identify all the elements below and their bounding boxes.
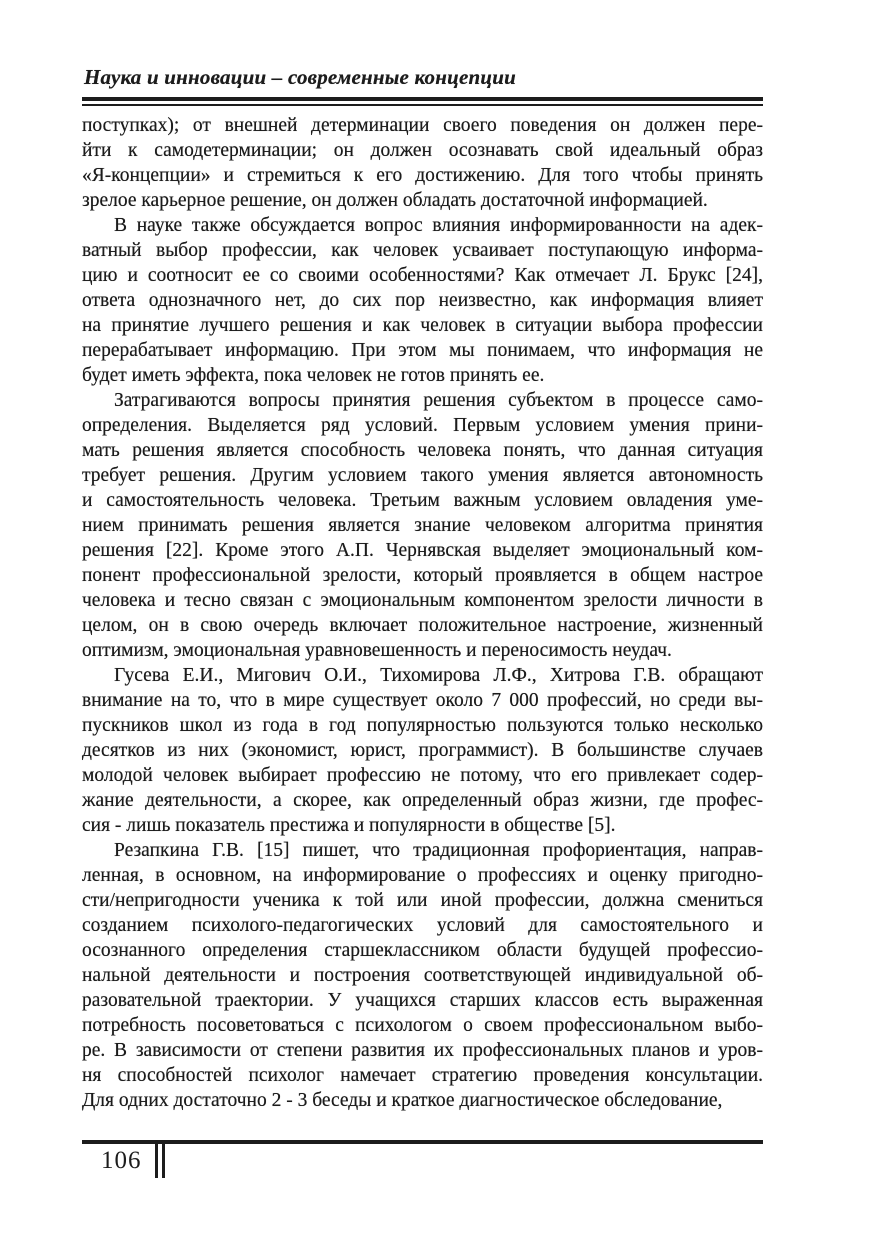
text-line-p4-l5: молодой человек выбирает профессию не потому, что его привлекает содер-	[82, 765, 763, 786]
text-line-p4-l3: пускников школ из года в год популярностью пользуются только несколько	[82, 715, 763, 736]
text-line-p4-l1: Гусева Е.И., Мигович О.И., Тихомирова Л.Ф., Хитрова Г.В. обращают	[114, 665, 763, 686]
text-line-p2-l1: В науке также обсуждается вопрос влияния информированности на адек-	[114, 215, 763, 236]
text-line-p3-l9: человека и тесно связан с эмоциональным компонентом зрелости личности в	[82, 590, 763, 611]
text-line-p5-l5: осознанного определения старшеклассником области будущей профессио-	[82, 940, 763, 961]
text-line-p5-l8: потребность посоветоваться с психологом о своем профессиональном выбо-	[82, 1015, 763, 1036]
text-line-p3-l11: оптимизм, эмоциональная уравновешенность и переносимость неудач.	[82, 640, 672, 661]
text-line-p4-l2: внимание на то, что в мире существует около 7 000 профессий, но среди вы-	[82, 690, 763, 711]
text-line-p3-l4: требует решения. Другим условием такого умения является автономность	[82, 465, 763, 486]
text-line-p4-l7: сия - лишь показатель престижа и популярности в обществе [5].	[82, 815, 616, 836]
text-line-p5-l1: Резапкина Г.В. [15] пишет, что традиционная профориентация, направ-	[114, 840, 763, 861]
text-line-p5-l7: разовательной траектории. У учащихся старших классов есть выраженная	[82, 990, 763, 1011]
text-line-p5-l9: ре. В зависимости от степени развития их профессиональных планов и уров-	[82, 1040, 763, 1061]
text-line-p1-l4: зрелое карьерное решение, он должен обладать достаточной информацией.	[82, 190, 708, 211]
text-line-p3-l6: нием принимать решения является знание человеком алгоритма принятия	[82, 515, 763, 536]
body-text	[82, 113, 763, 1113]
text-line-p2-l6: перерабатывает информацию. При этом мы понимаем, что информация не	[82, 340, 763, 361]
text-line-p1-l1: поступках); от внешней детерминации своего поведения он должен пере-	[82, 115, 763, 136]
footer-rule	[82, 1140, 763, 1144]
text-line-p2-l3: цию и соотносит ее со своими особенностями? Как отмечает Л. Брукс [24],	[82, 265, 763, 286]
text-line-p1-l3: «Я-концепции» и стремиться к его достижению. Для того чтобы принять	[82, 165, 763, 186]
text-line-p2-l5: на принятие лучшего решения и как человек в ситуации выбора профессии	[82, 315, 763, 336]
text-line-p4-l6: жание деятельности, а скорее, как определенный образ жизни, где профес-	[82, 790, 763, 811]
text-line-p2-l4: ответа однозначного нет, до сих пор неизвестно, как информация влияет	[82, 290, 763, 311]
text-line-p5-l2: ленная, в основном, на информирование о профессиях и оценку пригодно-	[82, 865, 763, 886]
text-line-p3-l10: целом, он в свою очередь включает положительное настроение, жизненный	[82, 615, 763, 636]
text-line-p3-l8: понент профессиональной зрелости, который проявляется в общем настрое	[82, 565, 763, 586]
footer-divider-bars	[155, 1140, 165, 1178]
text-line-p3-l5: и самостоятельность человека. Третьим важным условием овладения уме-	[82, 490, 763, 511]
text-line-p3-l7: решения [22]. Кроме этого А.П. Чернявская выделяет эмоциональный ком-	[82, 540, 763, 561]
text-line-p2-l2: ватный выбор профессии, как человек усваивает поступающую информа-	[82, 240, 763, 261]
text-line-p3-l2: определения. Выделяется ряд условий. Первым условием умения прини-	[82, 415, 763, 436]
text-line-p3-l3: мать решения является способность человека понять, что данная ситуация	[82, 440, 763, 461]
text-line-p1-l2: йти к самодетерминации; он должен осознавать свой идеальный образ	[82, 140, 763, 161]
text-line-p3-l1: Затрагиваются вопросы принятия решения субъектом в процессе само-	[114, 390, 763, 411]
text-line-p5-l10: ня способностей психолог намечает стратегию проведения консультации.	[82, 1065, 763, 1086]
running-header-title: Наука и инновации – современные концепции	[84, 65, 517, 89]
text-line-p5-l11: Для одних достаточно 2 - 3 беседы и краткое диагностическое обследование,	[82, 1090, 723, 1111]
text-line-p5-l6: нальной деятельности и построения соответствующей индивидуальной об-	[82, 965, 763, 986]
text-line-p4-l4: десятков из них (экономист, юрист, программист). В большинстве случаев	[82, 740, 763, 761]
text-line-p5-l4: созданием психолого-педагогических условий для самостоятельного и	[82, 915, 763, 936]
text-line-p2-l7: будет иметь эффекта, пока человек не готов принять ее.	[82, 365, 545, 386]
page-number: 106	[101, 1147, 142, 1174]
text-line-p5-l3: сти/непригодности ученика к той или иной профессии, должна смениться	[82, 890, 763, 911]
header-double-rule	[82, 97, 763, 106]
